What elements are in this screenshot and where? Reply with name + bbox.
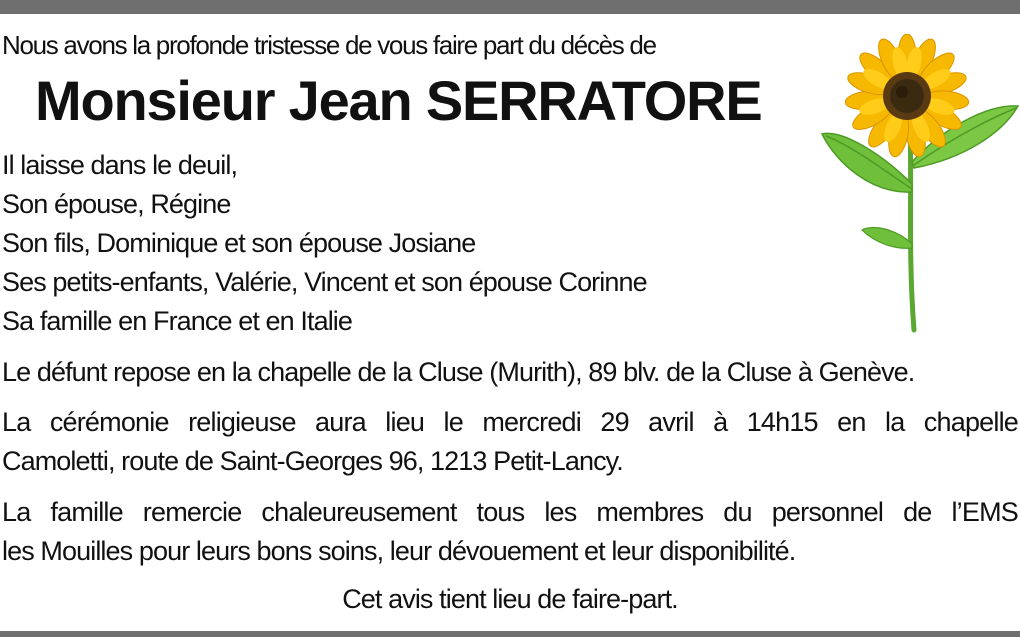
family-line: Il laisse dans le deuil,	[2, 150, 238, 180]
deceased-name: Monsieur Jean SERRATORE	[35, 69, 762, 132]
top-rule	[0, 0, 1020, 14]
thanks-text-line-1: La famille remercie chaleureusement tous les membres du personnel de l’EMS	[2, 497, 1018, 527]
thanks-text-line-2: les Mouilles pour leurs bons soins, leur dévouement et leur disponibilité.	[2, 536, 796, 566]
family-line: Ses petits-enfants, Valérie, Vincent et son épouse Corinne	[2, 267, 647, 297]
family-line: Son épouse, Régine	[2, 189, 231, 219]
rest-place-text: Le défunt repose en la chapelle de la Cluse (Murith), 89 blv. de la Cluse à Genève.	[2, 357, 915, 387]
intro-text: Nous avons la profonde tristesse de vous faire part du décès de	[2, 30, 656, 60]
sunflower-icon	[812, 34, 1020, 334]
closing-text: Cet avis tient lieu de faire-part.	[342, 584, 678, 614]
family-line: Sa famille en France et en Italie	[2, 306, 353, 336]
ceremony-text-line-2: Camoletti, route de Saint-Georges 96, 1213 Petit-Lancy.	[2, 446, 623, 476]
bottom-rule	[0, 631, 1020, 637]
ceremony-text-line-1: La cérémonie religieuse aura lieu le mercredi 29 avril à 14h15 en la chapelle	[2, 407, 1018, 437]
family-line: Son fils, Dominique et son épouse Josiane	[2, 228, 476, 258]
